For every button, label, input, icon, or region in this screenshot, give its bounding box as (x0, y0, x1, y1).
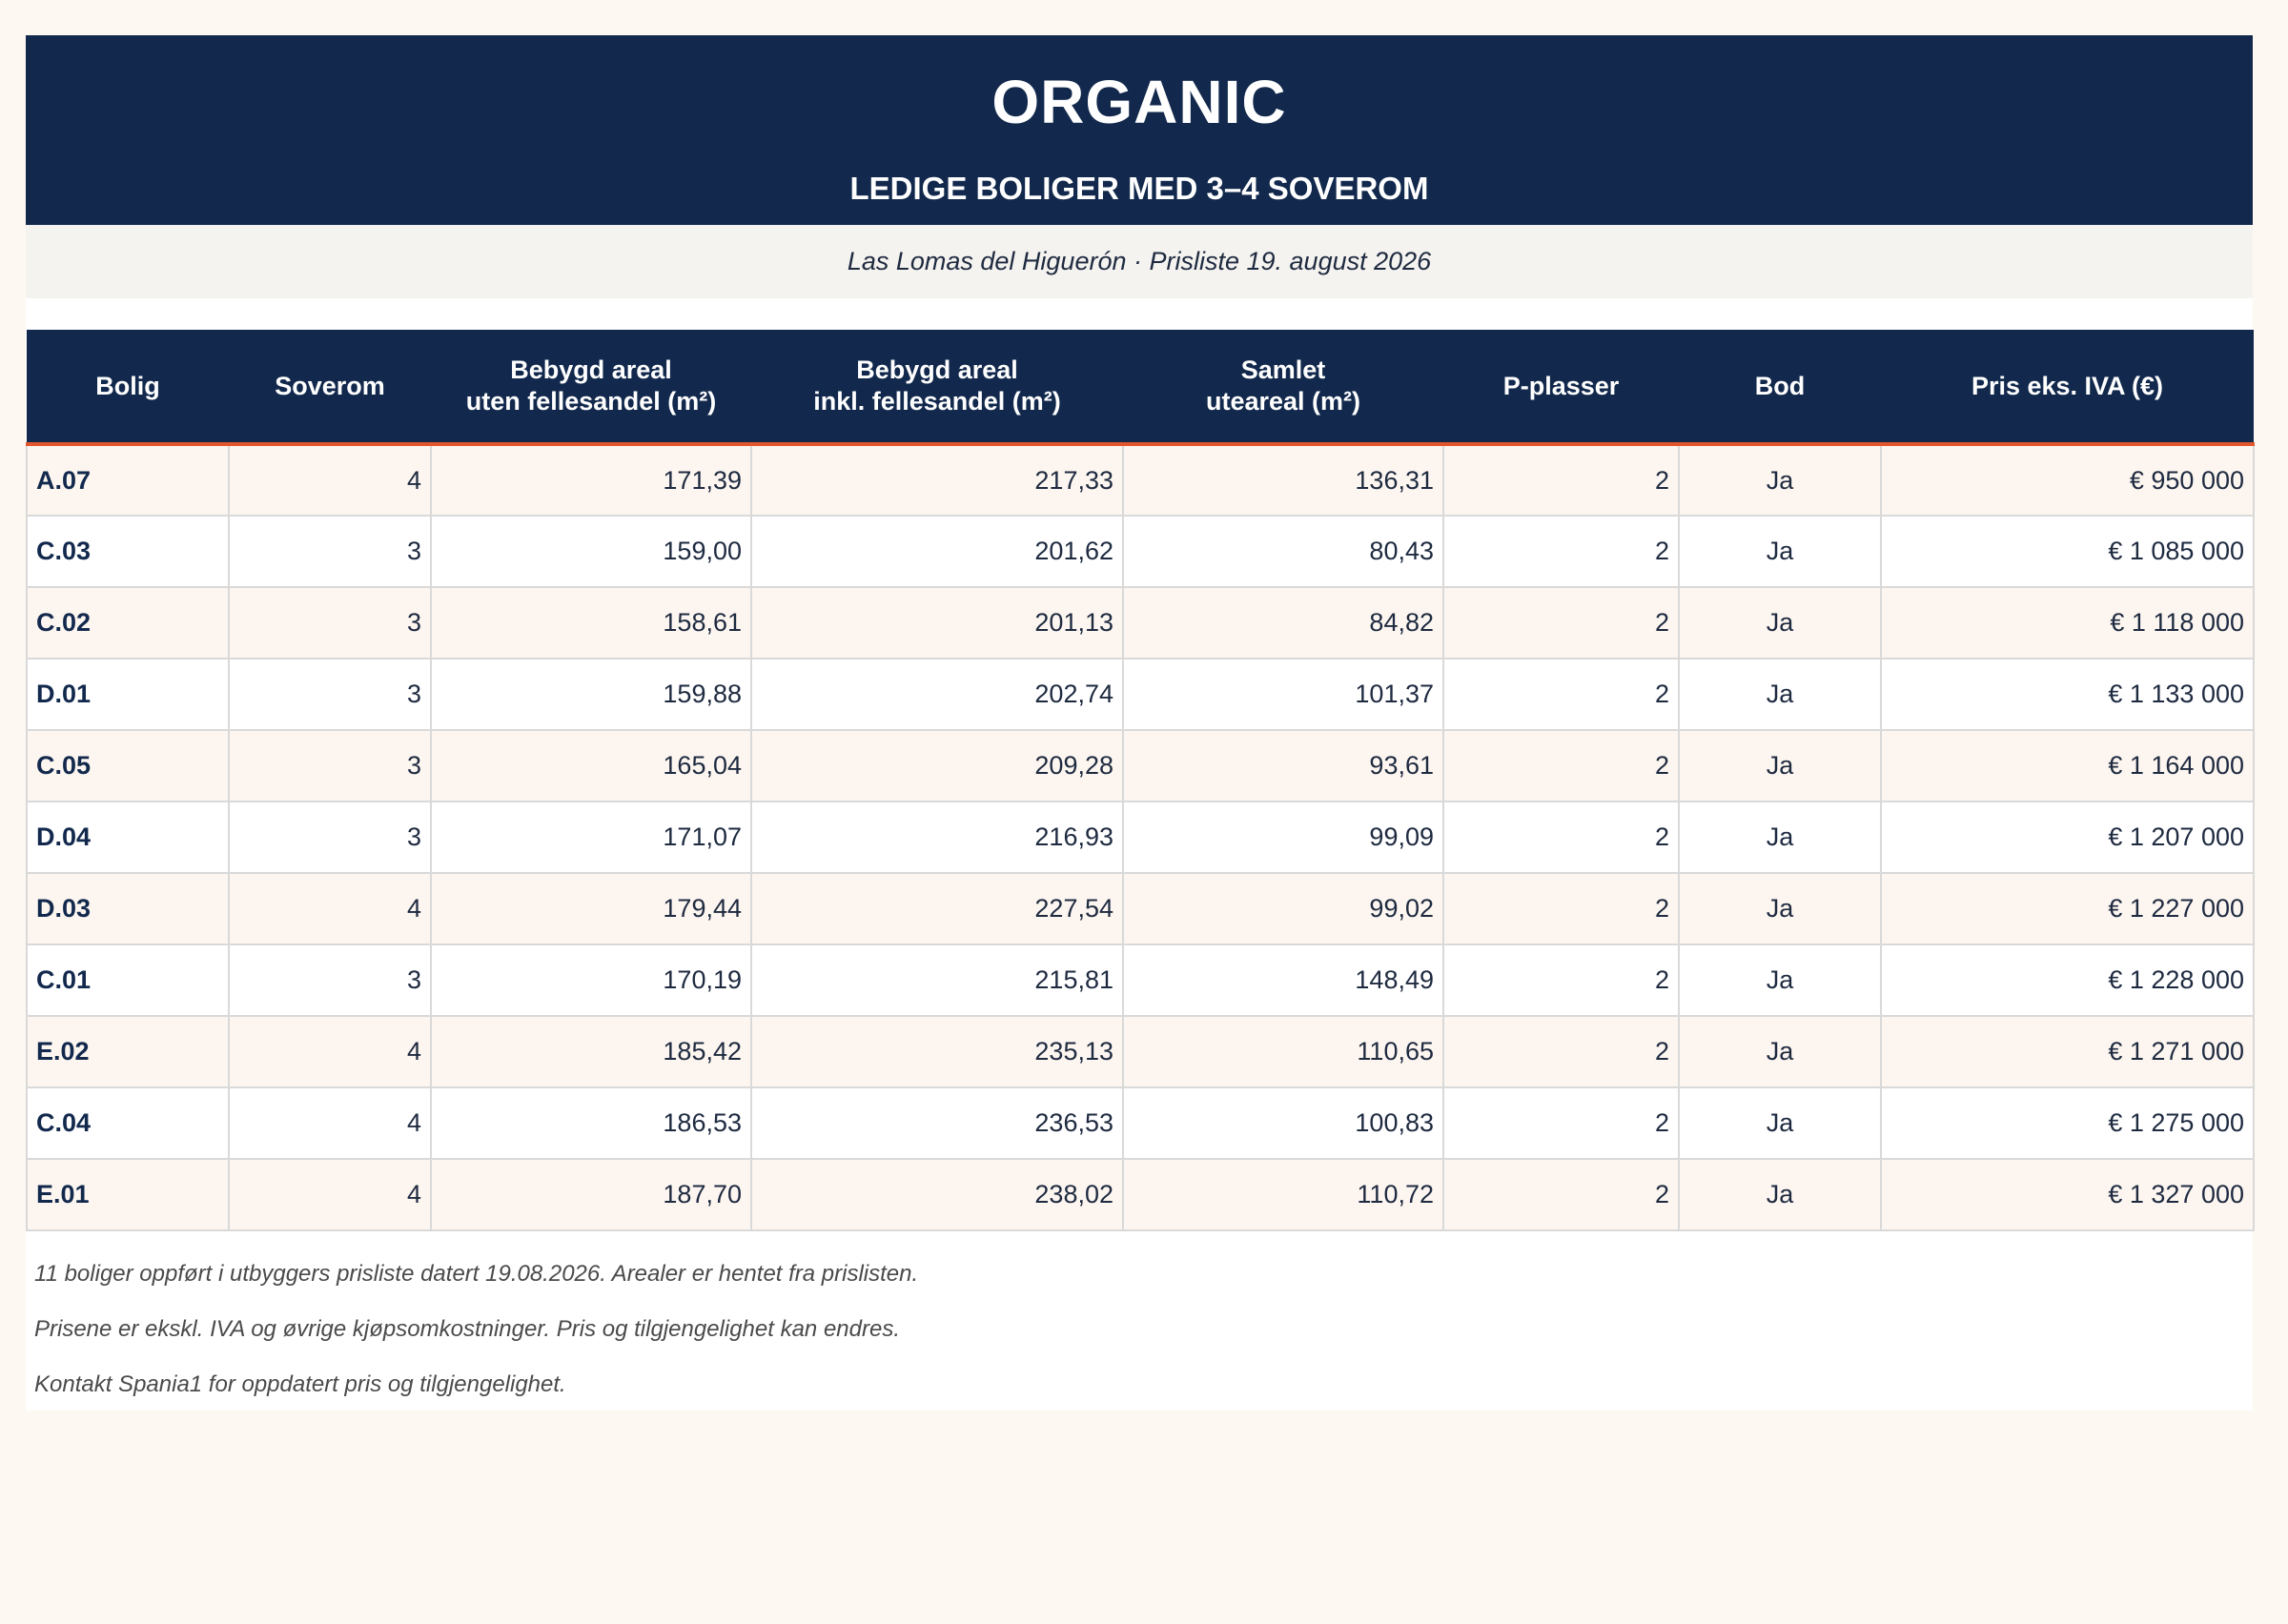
cell-areal-inkl: 201,62 (751, 516, 1123, 587)
cell-p-plasser: 2 (1443, 802, 1679, 873)
cell-soverom: 3 (229, 516, 431, 587)
cell-bod: Ja (1679, 730, 1881, 802)
cell-areal-uten: 170,19 (431, 944, 751, 1016)
column-header-line: Bod (1754, 371, 1806, 400)
cell-bod: Ja (1679, 873, 1881, 944)
cell-uteareal: 93,61 (1123, 730, 1443, 802)
cell-bod: Ja (1679, 659, 1881, 730)
cell-bolig: E.02 (27, 1016, 229, 1087)
column-header-bolig (27, 330, 229, 444)
cell-p-plasser: 2 (1443, 587, 1679, 659)
cell-p-plasser: 2 (1443, 873, 1679, 944)
cell-areal-inkl: 236,53 (751, 1087, 1123, 1159)
column-header-areal-uten (431, 330, 751, 444)
page-subtitle: LEDIGE BOLIGER MED 3–4 SOVEROM (849, 171, 1429, 206)
column-header-line: Bolig (95, 371, 160, 400)
table-row (27, 444, 2254, 516)
cell-soverom: 4 (229, 873, 431, 944)
cell-p-plasser: 2 (1443, 730, 1679, 802)
footnotes (26, 1231, 2253, 1411)
cell-areal-inkl: 215,81 (751, 944, 1123, 1016)
column-header-p-plasser (1443, 330, 1679, 444)
cell-bolig: D.04 (27, 802, 229, 873)
cell-areal-inkl: 235,13 (751, 1016, 1123, 1087)
cell-bolig: A.07 (27, 444, 229, 516)
title-banner (26, 35, 2253, 225)
column-header-uteareal (1123, 330, 1443, 444)
cell-pris: € 1 207 000 (1881, 802, 2254, 873)
cell-areal-uten: 179,44 (431, 873, 751, 944)
column-header-line: P-plasser (1502, 371, 1620, 400)
cell-uteareal: 110,72 (1123, 1159, 1443, 1230)
cell-bod: Ja (1679, 944, 1881, 1016)
table-row (27, 873, 2254, 944)
cell-bolig: C.03 (27, 516, 229, 587)
cell-soverom: 3 (229, 730, 431, 802)
column-header-line: inkl. fellesandel (m²) (813, 387, 1061, 416)
column-header-soverom (229, 330, 431, 444)
cell-bod: Ja (1679, 587, 1881, 659)
cell-soverom: 4 (229, 1159, 431, 1230)
cell-p-plasser: 2 (1443, 1087, 1679, 1159)
cell-areal-uten: 171,07 (431, 802, 751, 873)
column-header-line: Soverom (275, 371, 385, 400)
cell-uteareal: 80,43 (1123, 516, 1443, 587)
cell-soverom: 3 (229, 659, 431, 730)
cell-pris: € 950 000 (1881, 444, 2254, 516)
cell-soverom: 3 (229, 802, 431, 873)
cell-soverom: 3 (229, 587, 431, 659)
table-row (27, 516, 2254, 587)
cell-bod: Ja (1679, 1016, 1881, 1087)
column-header-pris (1881, 330, 2254, 444)
cell-soverom: 4 (229, 1016, 431, 1087)
cell-bolig: C.02 (27, 587, 229, 659)
table-row (27, 802, 2254, 873)
page-title: ORGANIC (991, 68, 1287, 136)
cell-uteareal: 99,09 (1123, 802, 1443, 873)
column-header-line: Pris eks. IVA (€) (1971, 371, 2164, 400)
column-header-line: Bebygd areal (856, 355, 1018, 384)
table-row (27, 944, 2254, 1016)
cell-areal-uten: 185,42 (431, 1016, 751, 1087)
cell-pris: € 1 085 000 (1881, 516, 2254, 587)
cell-pris: € 1 327 000 (1881, 1159, 2254, 1230)
cell-bolig: C.04 (27, 1087, 229, 1159)
cell-bolig: E.01 (27, 1159, 229, 1230)
cell-soverom: 4 (229, 1087, 431, 1159)
column-header-line: uten fellesandel (m²) (465, 387, 717, 416)
cell-areal-inkl: 216,93 (751, 802, 1123, 873)
cell-areal-inkl: 217,33 (751, 444, 1123, 516)
cell-uteareal: 99,02 (1123, 873, 1443, 944)
cell-bod: Ja (1679, 1159, 1881, 1230)
cell-pris: € 1 228 000 (1881, 944, 2254, 1016)
cell-areal-uten: 159,00 (431, 516, 751, 587)
column-header-line: Bebygd areal (510, 355, 672, 384)
cell-p-plasser: 2 (1443, 516, 1679, 587)
spacer (26, 298, 2253, 330)
table-body (27, 444, 2254, 1230)
cell-bolig: C.01 (27, 944, 229, 1016)
table-row (27, 659, 2254, 730)
footnote: Prisene er ekskl. IVA og øvrige kjøpsomkostninger. Pris og tilgjengelighet kan endres. (34, 1316, 900, 1342)
cell-pris: € 1 275 000 (1881, 1087, 2254, 1159)
table-header-row (27, 330, 2254, 444)
cell-pris: € 1 164 000 (1881, 730, 2254, 802)
cell-areal-uten: 171,39 (431, 444, 751, 516)
table-row (27, 1016, 2254, 1087)
column-header-line: uteareal (m²) (1205, 387, 1361, 416)
cell-uteareal: 101,37 (1123, 659, 1443, 730)
cell-p-plasser: 2 (1443, 659, 1679, 730)
cell-areal-uten: 158,61 (431, 587, 751, 659)
cell-areal-inkl: 202,74 (751, 659, 1123, 730)
cell-bolig: D.03 (27, 873, 229, 944)
cell-pris: € 1 227 000 (1881, 873, 2254, 944)
cell-soverom: 4 (229, 444, 431, 516)
column-header-line: Samlet (1240, 355, 1326, 384)
cell-bod: Ja (1679, 516, 1881, 587)
location-date-bar: Las Lomas del Higuerón · Prisliste 19. august 2026 (26, 225, 2253, 298)
cell-uteareal: 148,49 (1123, 944, 1443, 1016)
cell-areal-uten: 187,70 (431, 1159, 751, 1230)
cell-areal-inkl: 209,28 (751, 730, 1123, 802)
cell-areal-inkl: 201,13 (751, 587, 1123, 659)
cell-bolig: C.05 (27, 730, 229, 802)
price-list-sheet (26, 35, 2253, 1411)
column-header-areal-inkl (751, 330, 1123, 444)
footnote: 11 boliger oppført i utbyggers prisliste datert 19.08.2026. Arealer er hentet fra prislisten. (34, 1261, 919, 1287)
cell-uteareal: 84,82 (1123, 587, 1443, 659)
cell-areal-inkl: 238,02 (751, 1159, 1123, 1230)
cell-soverom: 3 (229, 944, 431, 1016)
cell-pris: € 1 118 000 (1881, 587, 2254, 659)
cell-bod: Ja (1679, 1087, 1881, 1159)
cell-pris: € 1 271 000 (1881, 1016, 2254, 1087)
cell-bod: Ja (1679, 802, 1881, 873)
cell-pris: € 1 133 000 (1881, 659, 2254, 730)
cell-uteareal: 100,83 (1123, 1087, 1443, 1159)
cell-p-plasser: 2 (1443, 1016, 1679, 1087)
cell-bod: Ja (1679, 444, 1881, 516)
footnote: Kontakt Spania1 for oppdatert pris og tilgjengelighet. (34, 1371, 566, 1397)
cell-p-plasser: 2 (1443, 944, 1679, 1016)
availability-table (26, 330, 2255, 1231)
table-row (27, 587, 2254, 659)
table-row (27, 1087, 2254, 1159)
cell-areal-uten: 186,53 (431, 1087, 751, 1159)
cell-areal-uten: 165,04 (431, 730, 751, 802)
cell-bolig: D.01 (27, 659, 229, 730)
table-row (27, 1159, 2254, 1230)
cell-p-plasser: 2 (1443, 1159, 1679, 1230)
cell-uteareal: 110,65 (1123, 1016, 1443, 1087)
table-row (27, 730, 2254, 802)
cell-uteareal: 136,31 (1123, 444, 1443, 516)
cell-p-plasser: 2 (1443, 444, 1679, 516)
cell-areal-uten: 159,88 (431, 659, 751, 730)
column-header-bod (1679, 330, 1881, 444)
cell-areal-inkl: 227,54 (751, 873, 1123, 944)
